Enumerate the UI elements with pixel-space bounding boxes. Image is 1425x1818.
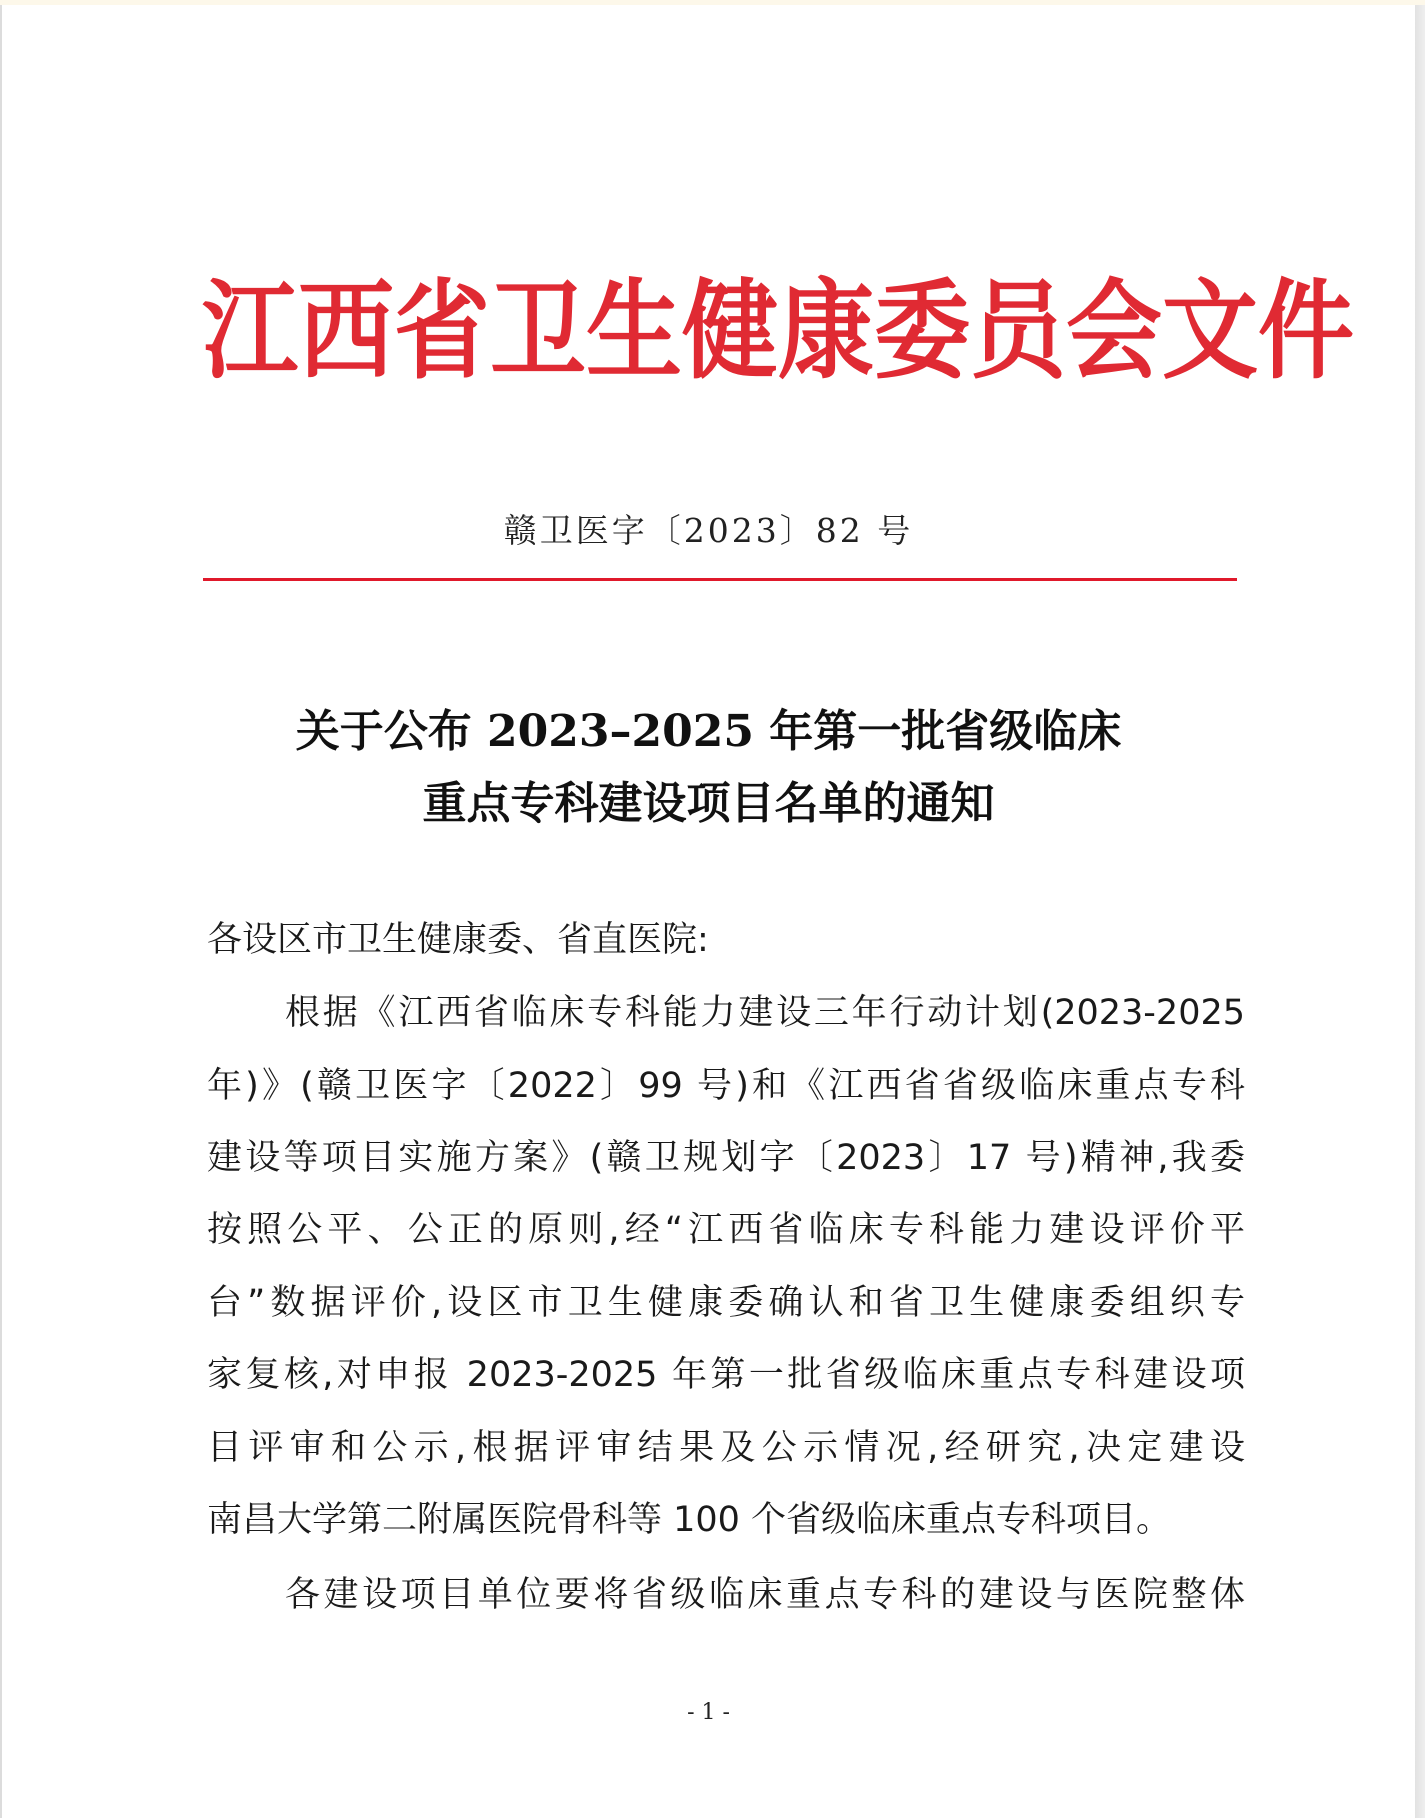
masthead-char: 西 <box>298 268 394 394</box>
issuer-masthead <box>202 264 1354 398</box>
masthead-char: 江 <box>202 268 298 394</box>
masthead-char: 委 <box>874 268 970 394</box>
paragraph-1-line: 台”数据评价,设区市卫生健康委确认和省卫生健康委组织专 <box>207 1283 1245 1323</box>
document-title-line-2: 重点专科建设项目名单的通知 <box>422 778 995 829</box>
document-number: 赣卫医字〔2023〕82 号 <box>503 511 914 550</box>
paragraph-1-line: 建设等项目实施方案》(赣卫规划字〔2023〕17 号)精神,我委 <box>207 1138 1245 1178</box>
masthead-char: 件 <box>1258 268 1354 394</box>
document-page <box>2 5 1415 1818</box>
paragraph-1-line: 家复核,对申报 2023-2025 年第一批省级临床重点专科建设项 <box>207 1355 1245 1395</box>
masthead-char: 省 <box>394 268 490 394</box>
paragraph-1-line: 年)》(赣卫医字〔2022〕99 号)和《江西省省级临床重点专科 <box>207 1066 1245 1106</box>
red-separator-rule <box>203 578 1237 581</box>
masthead-char: 员 <box>970 268 1066 394</box>
masthead-char: 生 <box>586 268 682 394</box>
masthead-char: 健 <box>682 268 778 394</box>
masthead-char: 卫 <box>490 268 586 394</box>
paragraph-1-line: 目评审和公示,根据评审结果及公示情况,经研究,决定建设 <box>207 1428 1245 1468</box>
paragraph-1-line: 南昌大学第二附属医院骨科等 100 个省级临床重点专科项目。 <box>207 1500 1172 1540</box>
paragraph-2-line: 各建设项目单位要将省级临床重点专科的建设与医院整体 <box>285 1575 1245 1615</box>
paragraph-1-line: 按照公平、公正的原则,经“江西省临床专科能力建设评价平 <box>207 1210 1245 1250</box>
page-number: - 1 - <box>687 1700 730 1725</box>
masthead-char: 会 <box>1066 268 1162 394</box>
masthead-char: 文 <box>1162 268 1258 394</box>
paragraph-1-line: 根据《江西省临床专科能力建设三年行动计划(2023-2025 <box>285 993 1245 1033</box>
right-page-edge <box>1415 5 1425 1818</box>
masthead-char: 康 <box>778 268 874 394</box>
salutation: 各设区市卫生健康委、省直医院: <box>207 920 709 960</box>
document-title-line-1: 关于公布 2023–2025 年第一批省级临床 <box>295 706 1122 757</box>
